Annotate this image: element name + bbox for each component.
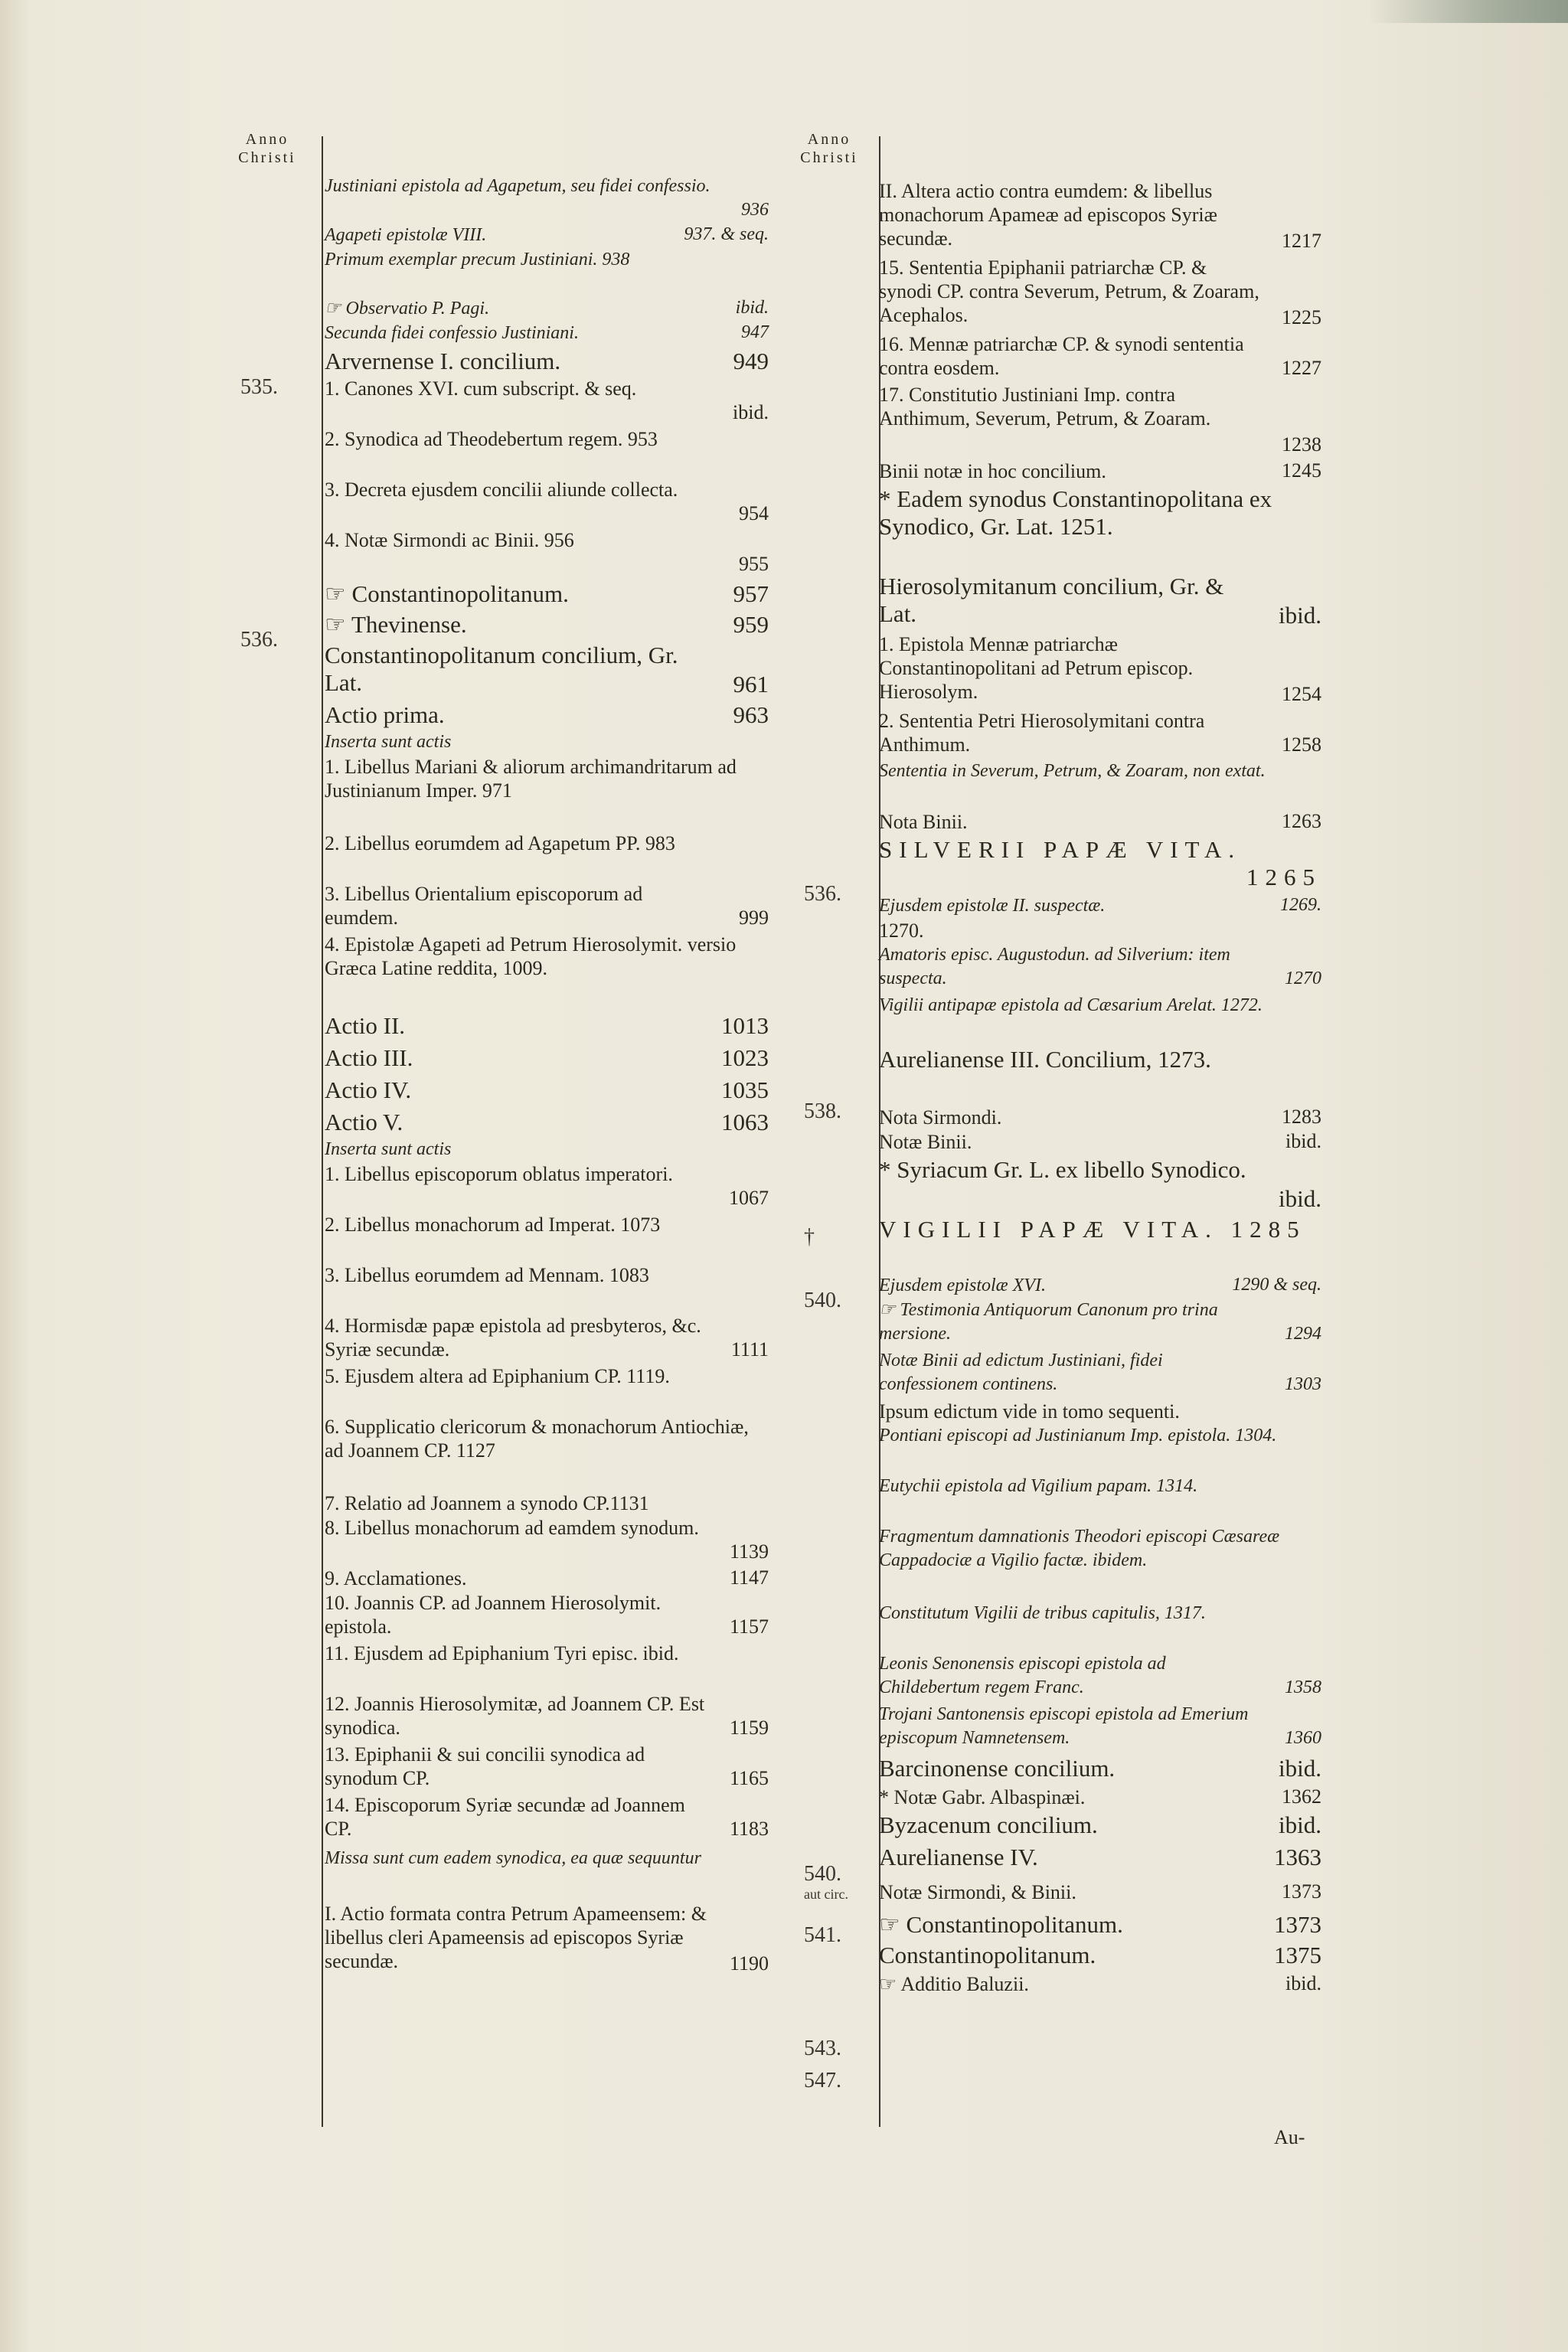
entry-title: 4. Notæ Sirmondi ac Binii. 956 — [325, 529, 574, 551]
header-christi: Christi — [238, 149, 296, 166]
entry-title: Secunda fidei confessio Justiniani. — [325, 323, 579, 343]
index-entry — [325, 1591, 769, 1638]
entry-title: Binii notæ in hoc concilium. — [879, 460, 1106, 482]
entry-title: Justiniani epistola ad Agapetum, seu fidei confessio. — [325, 176, 710, 196]
entry-page-number: ibid. — [1285, 1972, 1321, 1994]
index-entry — [325, 1566, 769, 1589]
entry-title: Sententia in Severum, Petrum, & Zoaram, non extat. — [879, 761, 1266, 781]
entry-page-number: 1283 — [1282, 1106, 1321, 1128]
entry-title: Actio II. — [325, 1012, 406, 1039]
entry-page-number: 959 — [733, 611, 769, 638]
index-entry — [879, 994, 1321, 1041]
index-entry — [879, 943, 1321, 991]
index-entry — [325, 933, 769, 1006]
index-entry — [879, 1106, 1321, 1129]
entry-page-number: 957 — [733, 580, 769, 607]
entry-title: Amatoris episc. Augustodun. ad Silverium: item suspecta. — [879, 945, 1230, 988]
index-entry — [325, 1743, 769, 1790]
entry-page-number: 1157 — [729, 1615, 769, 1638]
index-entry — [879, 1298, 1321, 1346]
year-value: 547. — [804, 2069, 841, 2092]
year-value: 543. — [804, 2037, 841, 2060]
index-entry — [325, 478, 769, 525]
index-entry — [879, 1525, 1321, 1599]
entry-title: 7. Relatio ad Joannem a synodo CP.1131 — [325, 1492, 649, 1514]
entry-title: 8. Libellus monachorum ad eamdem synodum. — [325, 1517, 699, 1539]
entry-page-number: 1238 — [1282, 433, 1321, 456]
index-entry — [325, 248, 769, 296]
index-entry — [879, 1972, 1321, 1995]
year-label — [804, 2069, 841, 2093]
entry-title: 1. Epistola Mennæ patriarchæ Constantinopolitani ad Petrum episcop. Hierosolym. — [879, 633, 1194, 703]
index-entry — [879, 1811, 1321, 1839]
entry-title: Byzacenum concilium. — [879, 1811, 1098, 1838]
entry-title: Primum exemplar precum Justiniani. 938 — [325, 250, 630, 270]
index-entry — [325, 1109, 769, 1136]
index-entry — [879, 1216, 1321, 1271]
entry-title: 9. Acclamationes. — [325, 1567, 467, 1589]
index-entry — [325, 1491, 769, 1514]
entry-page-number: 1225 — [1282, 306, 1321, 328]
entry-title: 3. Decreta ejusdem concilii aliunde collecta. — [325, 479, 678, 501]
entry-title: 4. Hormisdæ papæ epistola ad presbyteros, &c. Syriæ secundæ. — [325, 1315, 701, 1361]
entry-title: 16. Mennæ patriarchæ CP. & synodi sententia contra eosdem. — [879, 333, 1244, 379]
index-entry — [325, 831, 769, 879]
entry-title: ☞ Observatio P. Pagi. — [325, 299, 490, 318]
entry-title: Inserta sunt actis — [325, 1139, 452, 1159]
index-entry — [325, 1314, 769, 1361]
entry-title: * Syriacum Gr. L. ex libello Synodico. — [879, 1156, 1246, 1183]
index-entry — [879, 810, 1321, 833]
index-entry — [879, 1602, 1321, 1649]
index-entry — [879, 1349, 1321, 1396]
entry-title: Nota Binii. — [879, 811, 968, 833]
entry-title: 15. Sententia Epiphanii patriarchæ CP. & synodi CP. contra Severum, Petrum, & Zoaram, Acephalos. — [879, 256, 1259, 326]
entry-page-number: 1269. — [1280, 895, 1321, 915]
index-entry — [879, 1130, 1321, 1153]
entry-title: Trojani Santonensis episcopi epistola ad Emerium episcopum Namnetensem. — [879, 1704, 1249, 1748]
year-label — [804, 882, 841, 906]
header-left — [217, 130, 317, 167]
entry-title: Missa sunt cum eadem synodica, ea quæ sequuntur — [325, 1848, 701, 1868]
index-entry — [879, 836, 1321, 891]
year-value: 535. — [240, 375, 278, 399]
index-entry — [879, 1942, 1321, 1969]
index-entry — [325, 427, 769, 475]
year-value: 540. — [804, 1289, 841, 1312]
entry-page-number: 1227 — [1282, 357, 1321, 379]
index-entry — [325, 1213, 769, 1260]
year-value: 536. — [240, 628, 278, 652]
entry-title: Notæ Binii. — [879, 1131, 972, 1153]
entry-page-number: ibid. — [1279, 1755, 1321, 1782]
entry-page-number: 1375 — [1274, 1942, 1321, 1968]
entry-title: Agapeti epistolæ VIII. — [325, 225, 487, 245]
index-entry — [879, 1274, 1321, 1297]
year-value: 538. — [804, 1099, 841, 1123]
index-entry — [879, 760, 1321, 807]
catchword: Au- — [1274, 2126, 1305, 2148]
index-entry — [325, 348, 769, 375]
index-entry — [879, 632, 1321, 706]
entry-title: SILVERII PAPÆ VITA. — [879, 836, 1242, 863]
entry-title: 11. Ejusdem ad Epiphanium Tyri episc. ibid. — [325, 1642, 679, 1664]
index-entry — [325, 611, 769, 639]
entry-title: 2. Libellus monachorum ad Imperat. 1073 — [325, 1214, 661, 1236]
entry-title: Vigilii antipapæ epistola ad Cæsarium Arelat. 1272. — [879, 995, 1263, 1015]
year-label — [240, 375, 278, 400]
entry-page-number: 1265 — [1246, 864, 1321, 890]
entry-title: VIGILII PAPÆ VITA. 1285 — [879, 1216, 1306, 1243]
year-label — [804, 1099, 841, 1124]
index-entry — [325, 322, 769, 345]
index-entry — [325, 1364, 769, 1412]
header-right — [779, 130, 879, 167]
index-entry — [879, 1400, 1321, 1423]
entry-title: II. Altera actio contra eumdem: & libellus monachorum Apameæ ad episcopos Syriæ secundæ. — [879, 180, 1217, 250]
index-entry — [879, 459, 1321, 482]
index-entry — [879, 1911, 1321, 1939]
entry-page-number: 1254 — [1282, 683, 1321, 705]
index-entry — [879, 573, 1321, 629]
year-value: 540. — [804, 1862, 841, 1886]
entry-page-number: 947 — [741, 322, 769, 342]
entry-title: 1. Canones XVI. cum subscript. & seq. — [325, 377, 637, 400]
entry-title: 10. Joannis CP. ad Joannem Hierosolymit. epistola. — [325, 1592, 662, 1638]
index-entry — [879, 485, 1321, 570]
entry-title: 2. Synodica ad Theodebertum regem. 953 — [325, 428, 658, 450]
entry-page-number: ibid. — [735, 298, 769, 318]
entry-title: Ipsum edictum vide in tomo sequenti. — [879, 1400, 1180, 1423]
entry-title: I. Actio formata contra Petrum Apameensem: & libellus cleri Apameensis ad episcopos Syriæ secundæ. — [325, 1903, 707, 1972]
entry-title: ☞ Thevinense. — [325, 611, 467, 638]
entry-page-number: 1013 — [721, 1012, 769, 1039]
index-entry — [879, 256, 1321, 329]
entry-title: 17. Constitutio Justiniani Imp. contra Anthimum, Severum, Petrum, & Zoaram. — [879, 384, 1211, 430]
entry-page-number: 1023 — [721, 1044, 769, 1071]
index-entry — [325, 1263, 769, 1311]
index-entry — [325, 1076, 769, 1104]
entry-title: Actio III. — [325, 1044, 413, 1071]
entry-page-number: 954 — [739, 502, 769, 524]
year-value: † — [804, 1225, 815, 1249]
entry-page-number: 949 — [733, 348, 769, 374]
entry-title: Notæ Binii ad edictum Justiniani, fidei confessionem continens. — [879, 1351, 1163, 1394]
entry-page-number: 1303 — [1285, 1374, 1321, 1394]
entry-page-number: 1373 — [1274, 1911, 1321, 1938]
index-entry — [325, 580, 769, 608]
index-entry — [879, 894, 1321, 917]
index-entry — [879, 1703, 1321, 1750]
entry-page-number: 1111 — [730, 1338, 769, 1361]
entry-title: * Eadem synodus Constantinopolitana ex Synodico, Gr. Lat. 1251. — [879, 485, 1272, 540]
entry-page-number: 1362 — [1282, 1785, 1321, 1808]
entry-title: 5. Ejusdem altera ad Epiphanium CP. 1119. — [325, 1365, 670, 1387]
entry-title: Pontiani episcopi ad Justinianum Imp. epistola. 1304. — [879, 1426, 1277, 1446]
index-entry — [325, 1012, 769, 1040]
entry-title: Constantinopolitanum. — [879, 1942, 1096, 1968]
index-entry — [325, 224, 769, 247]
year-label — [804, 1923, 841, 1948]
entry-title: Nota Sirmondi. — [879, 1106, 1002, 1129]
index-entry — [325, 755, 769, 828]
index-entry — [879, 1844, 1321, 1871]
entry-title: 12. Joannis Hierosolymitæ, ad Joannem CP. Est synodica. — [325, 1693, 705, 1739]
entry-page-number: 961 — [733, 671, 769, 697]
index-entry — [325, 1692, 769, 1740]
entry-title: ☞ Constantinopolitanum. — [879, 1911, 1123, 1938]
index-entry — [879, 1475, 1321, 1522]
index-entry — [325, 1415, 769, 1488]
index-entry — [879, 1652, 1321, 1700]
index-entry — [325, 701, 769, 729]
entry-title: Leonis Senonensis episcopi epistola ad Childebertum regem Franc. — [879, 1654, 1166, 1697]
entry-page-number: 1358 — [1285, 1677, 1321, 1697]
entry-page-number: ibid. — [733, 401, 769, 423]
entry-title: Constantinopolitanum concilium, Gr. Lat. — [325, 642, 678, 696]
index-entry — [325, 1642, 769, 1689]
index-entry — [879, 179, 1321, 253]
index-entry — [879, 709, 1321, 756]
entry-title: Constitutum Vigilii de tribus capitulis, 1317. — [879, 1603, 1206, 1623]
entry-title: ☞ Additio Baluzii. — [879, 1973, 1029, 1995]
entry-page-number: 1165 — [729, 1767, 769, 1789]
entry-title: Actio V. — [325, 1109, 403, 1135]
entry-title: ☞ Testimonia Antiquorum Canonum pro trina mersione. — [879, 1300, 1218, 1344]
index-entry — [325, 297, 769, 320]
year-label — [804, 1225, 815, 1250]
column-rule — [322, 136, 323, 2127]
entry-page-number: 1067 — [729, 1187, 769, 1209]
index-entry — [325, 1138, 769, 1161]
entry-page-number: 937. & seq. — [684, 224, 769, 244]
entry-page-number: 955 — [739, 553, 769, 575]
entry-page-number: 1270 — [1285, 969, 1321, 988]
entry-page-number: 1258 — [1282, 733, 1321, 756]
entry-title: 3. Libellus eorumdem ad Mennam. 1083 — [325, 1264, 649, 1286]
year-qualifier: aut circ. — [804, 1886, 848, 1902]
entry-title: Aurelianense IV. — [879, 1844, 1038, 1870]
entry-page-number: 1190 — [729, 1952, 769, 1975]
year-label — [804, 1289, 841, 1313]
entry-title: Actio prima. — [325, 701, 445, 728]
index-entry — [879, 1046, 1321, 1102]
entry-title: Fragmentum damnationis Theodori episcopi Cæsareæ Cappadociæ a Vigilio factæ. ibidem. — [879, 1527, 1280, 1570]
entry-title: Notæ Sirmondi, & Binii. — [879, 1881, 1076, 1903]
entry-page-number: 1217 — [1282, 230, 1321, 252]
entry-title: Ejusdem epistolæ XVI. — [879, 1276, 1046, 1295]
index-entry — [325, 730, 769, 753]
entry-title: 2. Libellus eorumdem ad Agapetum PP. 983 — [325, 832, 675, 854]
entry-page-number: 1363 — [1274, 1844, 1321, 1870]
index-entry — [879, 1156, 1321, 1213]
entry-title: 1. Libellus episcoporum oblatus imperatori. — [325, 1163, 673, 1185]
entry-title: Hierosolymitanum concilium, Gr. & Lat. — [879, 573, 1224, 627]
index-entry — [879, 1755, 1321, 1782]
index-entry — [325, 1516, 769, 1563]
entry-page-number: 1063 — [721, 1109, 769, 1135]
entry-title: ☞ Constantinopolitanum. — [325, 580, 569, 607]
year-label — [804, 2037, 841, 2061]
entry-page-number: 1183 — [729, 1818, 769, 1840]
index-entry — [325, 1847, 769, 1894]
entry-page-number: 963 — [733, 701, 769, 728]
entry-title: 4. Epistolæ Agapeti ad Petrum Hierosolymit. versio Græca Latine reddita, 1009. — [325, 933, 737, 979]
entry-title: Arvernense I. concilium. — [325, 348, 561, 374]
header-anno: Anno — [807, 131, 851, 148]
index-entry — [879, 383, 1321, 456]
entry-page-number: ibid. — [1279, 602, 1321, 629]
entry-page-number: ibid. — [1279, 1811, 1321, 1838]
year-label — [804, 1862, 848, 1902]
entry-title: Eutychii epistola ad Vigilium papam. 1314. — [879, 1476, 1198, 1496]
year-value: 536. — [804, 882, 841, 906]
entry-page-number: 936 — [741, 200, 769, 220]
entry-title: Barcinonense concilium. — [879, 1755, 1116, 1782]
entry-title: 14. Episcoporum Syriæ secundæ ad Joannem CP. — [325, 1794, 685, 1840]
entry-page-number: ibid. — [1285, 1130, 1321, 1152]
index-entry — [325, 642, 769, 698]
entry-title: Aurelianense III. Concilium, 1273. — [879, 1046, 1211, 1073]
entry-page-number: 1373 — [1282, 1880, 1321, 1903]
index-entry — [325, 1162, 769, 1210]
index-entry — [325, 882, 769, 929]
entry-page-number: 1290 & seq. — [1232, 1275, 1321, 1295]
entry-page-number: 1360 — [1285, 1728, 1321, 1748]
entry-title: 1270. — [879, 920, 924, 942]
entry-title: 3. Libellus Orientalium episcoporum ad eumdem. — [325, 883, 643, 929]
corner-shadow — [1369, 0, 1568, 23]
index-entry — [879, 919, 1321, 942]
entry-title: Actio IV. — [325, 1076, 412, 1103]
year-value: 541. — [804, 1923, 841, 1947]
header-anno: Anno — [245, 131, 289, 148]
index-entry — [325, 1902, 769, 1975]
index-entry — [325, 175, 769, 222]
entry-title: 1. Libellus Mariani & aliorum archimandritarum ad Justinianum Imper. 971 — [325, 756, 737, 802]
index-entry — [325, 377, 769, 424]
index-entry — [879, 1880, 1321, 1903]
entry-title: Inserta sunt actis — [325, 732, 452, 752]
year-label — [240, 628, 278, 652]
entry-page-number: 1035 — [721, 1076, 769, 1103]
entry-page-number: 1147 — [729, 1566, 769, 1589]
entry-page-number: 1245 — [1282, 459, 1321, 482]
entry-page-number: 1294 — [1285, 1324, 1321, 1344]
index-entry — [879, 332, 1321, 380]
header-christi: Christi — [800, 149, 858, 166]
entry-title: * Notæ Gabr. Albaspinæi. — [879, 1786, 1086, 1808]
entry-title: 13. Epiphanii & sui concilii synodica ad synodum CP. — [325, 1743, 645, 1789]
entry-page-number: ibid. — [1279, 1185, 1321, 1212]
index-entry — [879, 1424, 1321, 1472]
index-entry — [879, 1785, 1321, 1808]
entry-title: 6. Supplicatio clericorum & monachorum Antiochiæ, ad Joannem CP. 1127 — [325, 1416, 749, 1462]
entry-title: 2. Sententia Petri Hierosolymitani contra Anthimum. — [879, 710, 1205, 756]
entry-page-number: 1139 — [729, 1540, 769, 1563]
index-entry — [325, 528, 769, 576]
entry-page-number: 1159 — [729, 1717, 769, 1739]
entry-page-number: 1263 — [1282, 810, 1321, 832]
entry-page-number: 999 — [739, 906, 769, 929]
index-entry — [325, 1044, 769, 1072]
index-entry — [325, 1793, 769, 1841]
entry-title: Ejusdem epistolæ II. suspectæ. — [879, 896, 1106, 916]
